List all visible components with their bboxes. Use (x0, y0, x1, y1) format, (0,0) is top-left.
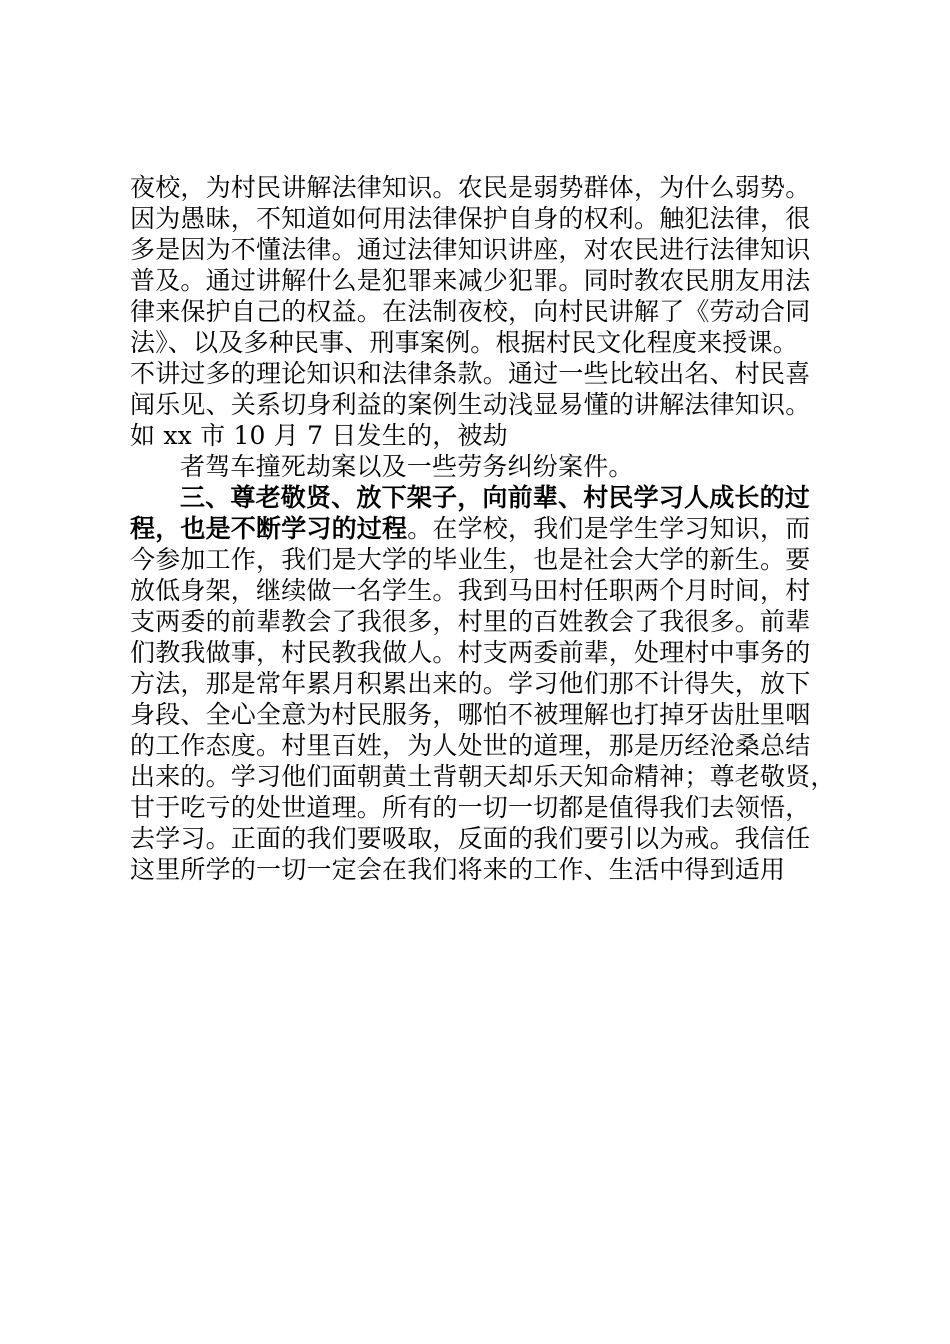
paragraph-3-line-8: 出来的。学习他们面朝黄土背朝天却乐天知命精神；尊老敬贤， (130, 762, 836, 791)
section-heading-line-2-rest: 。在学校，我们是学生学习知识，而 (407, 514, 811, 543)
document-body (130, 172, 836, 885)
paragraph-1-line-4: 普及。通过讲解什么是犯罪来减少犯罪。同时教农民朋友用法 (130, 266, 811, 295)
paragraph-1-line-3: 多是因为不懂法律。通过法律知识讲座，对农民进行法律知识 (130, 235, 811, 264)
paragraph-1-line-7: 不讲过多的理论知识和法律条款。通过一些比较出名、村民喜 (130, 359, 811, 388)
paragraph-3-line-10: 去学习。正面的我们要吸取，反面的我们要引以为戒。我信任 (130, 824, 811, 853)
paragraph-3-line-7: 的工作态度。村里百姓，为人处世的道理，那是历经沧桑总结 (130, 731, 811, 760)
paragraph-1-line-5: 律来保护自己的权益。在法制夜校，向村民讲解了《劳动合同 (130, 297, 811, 326)
paragraph-3-line-11: 这里所学的一切一定会在我们将来的工作、生活中得到适用 (130, 855, 786, 884)
paragraph-3-line-1: 今参加工作，我们是大学的毕业生，也是社会大学的新生。要 (130, 545, 811, 574)
paragraph-1-line-9: 如 xx 市 10 月 7 日发生的，被劫 (130, 421, 508, 450)
paragraph-2-line: 者驾车撞死劫案以及一些劳务纠纷案件。 (180, 452, 634, 481)
paragraph-3-line-3: 支两委的前辈教会了我很多，村里的百姓教会了我很多。前辈 (130, 607, 811, 636)
section-heading-bold-tail: 程，也是不断学习的过程 (130, 514, 408, 543)
paragraph-3-line-5: 方法，那是常年累月积累出来的。学习他们那不计得失，放下 (130, 669, 811, 698)
section-heading-line-2 (130, 513, 830, 544)
paragraph-1-line-1: 夜校，为村民讲解法律知识。农民是弱势群体，为什么弱势。 (130, 173, 811, 202)
paragraph-3-line-6: 身段、全心全意为村民服务，哪怕不被理解也打掉牙齿肚里咽 (130, 700, 811, 729)
paragraph-3-line-9: 甘于吃亏的处世道理。所有的一切一切都是值得我们去领悟， (130, 793, 811, 822)
paragraph-1-line-6: 法》、以及多种民事、刑事案例。根据村民文化程度来授课。 (130, 328, 798, 357)
section-heading-line-1: 三、尊老敬贤、放下架子，向前辈、村民学习人成长的过 (180, 483, 811, 512)
paragraph-3-line-4: 们教我做事，村民教我做人。村支两委前辈，处理村中事务的 (130, 638, 811, 667)
paragraph-3-line-2: 放低身架，继续做一名学生。我到马田村任职两个月时间，村 (130, 576, 811, 605)
paragraph-1-line-8: 闻乐见、关系切身利益的案例生动浅显易懂的讲解法律知识。 (130, 390, 811, 419)
paragraph-1-line-2: 因为愚昧，不知道如何用法律保护自身的权利。触犯法律，很 (130, 204, 811, 233)
